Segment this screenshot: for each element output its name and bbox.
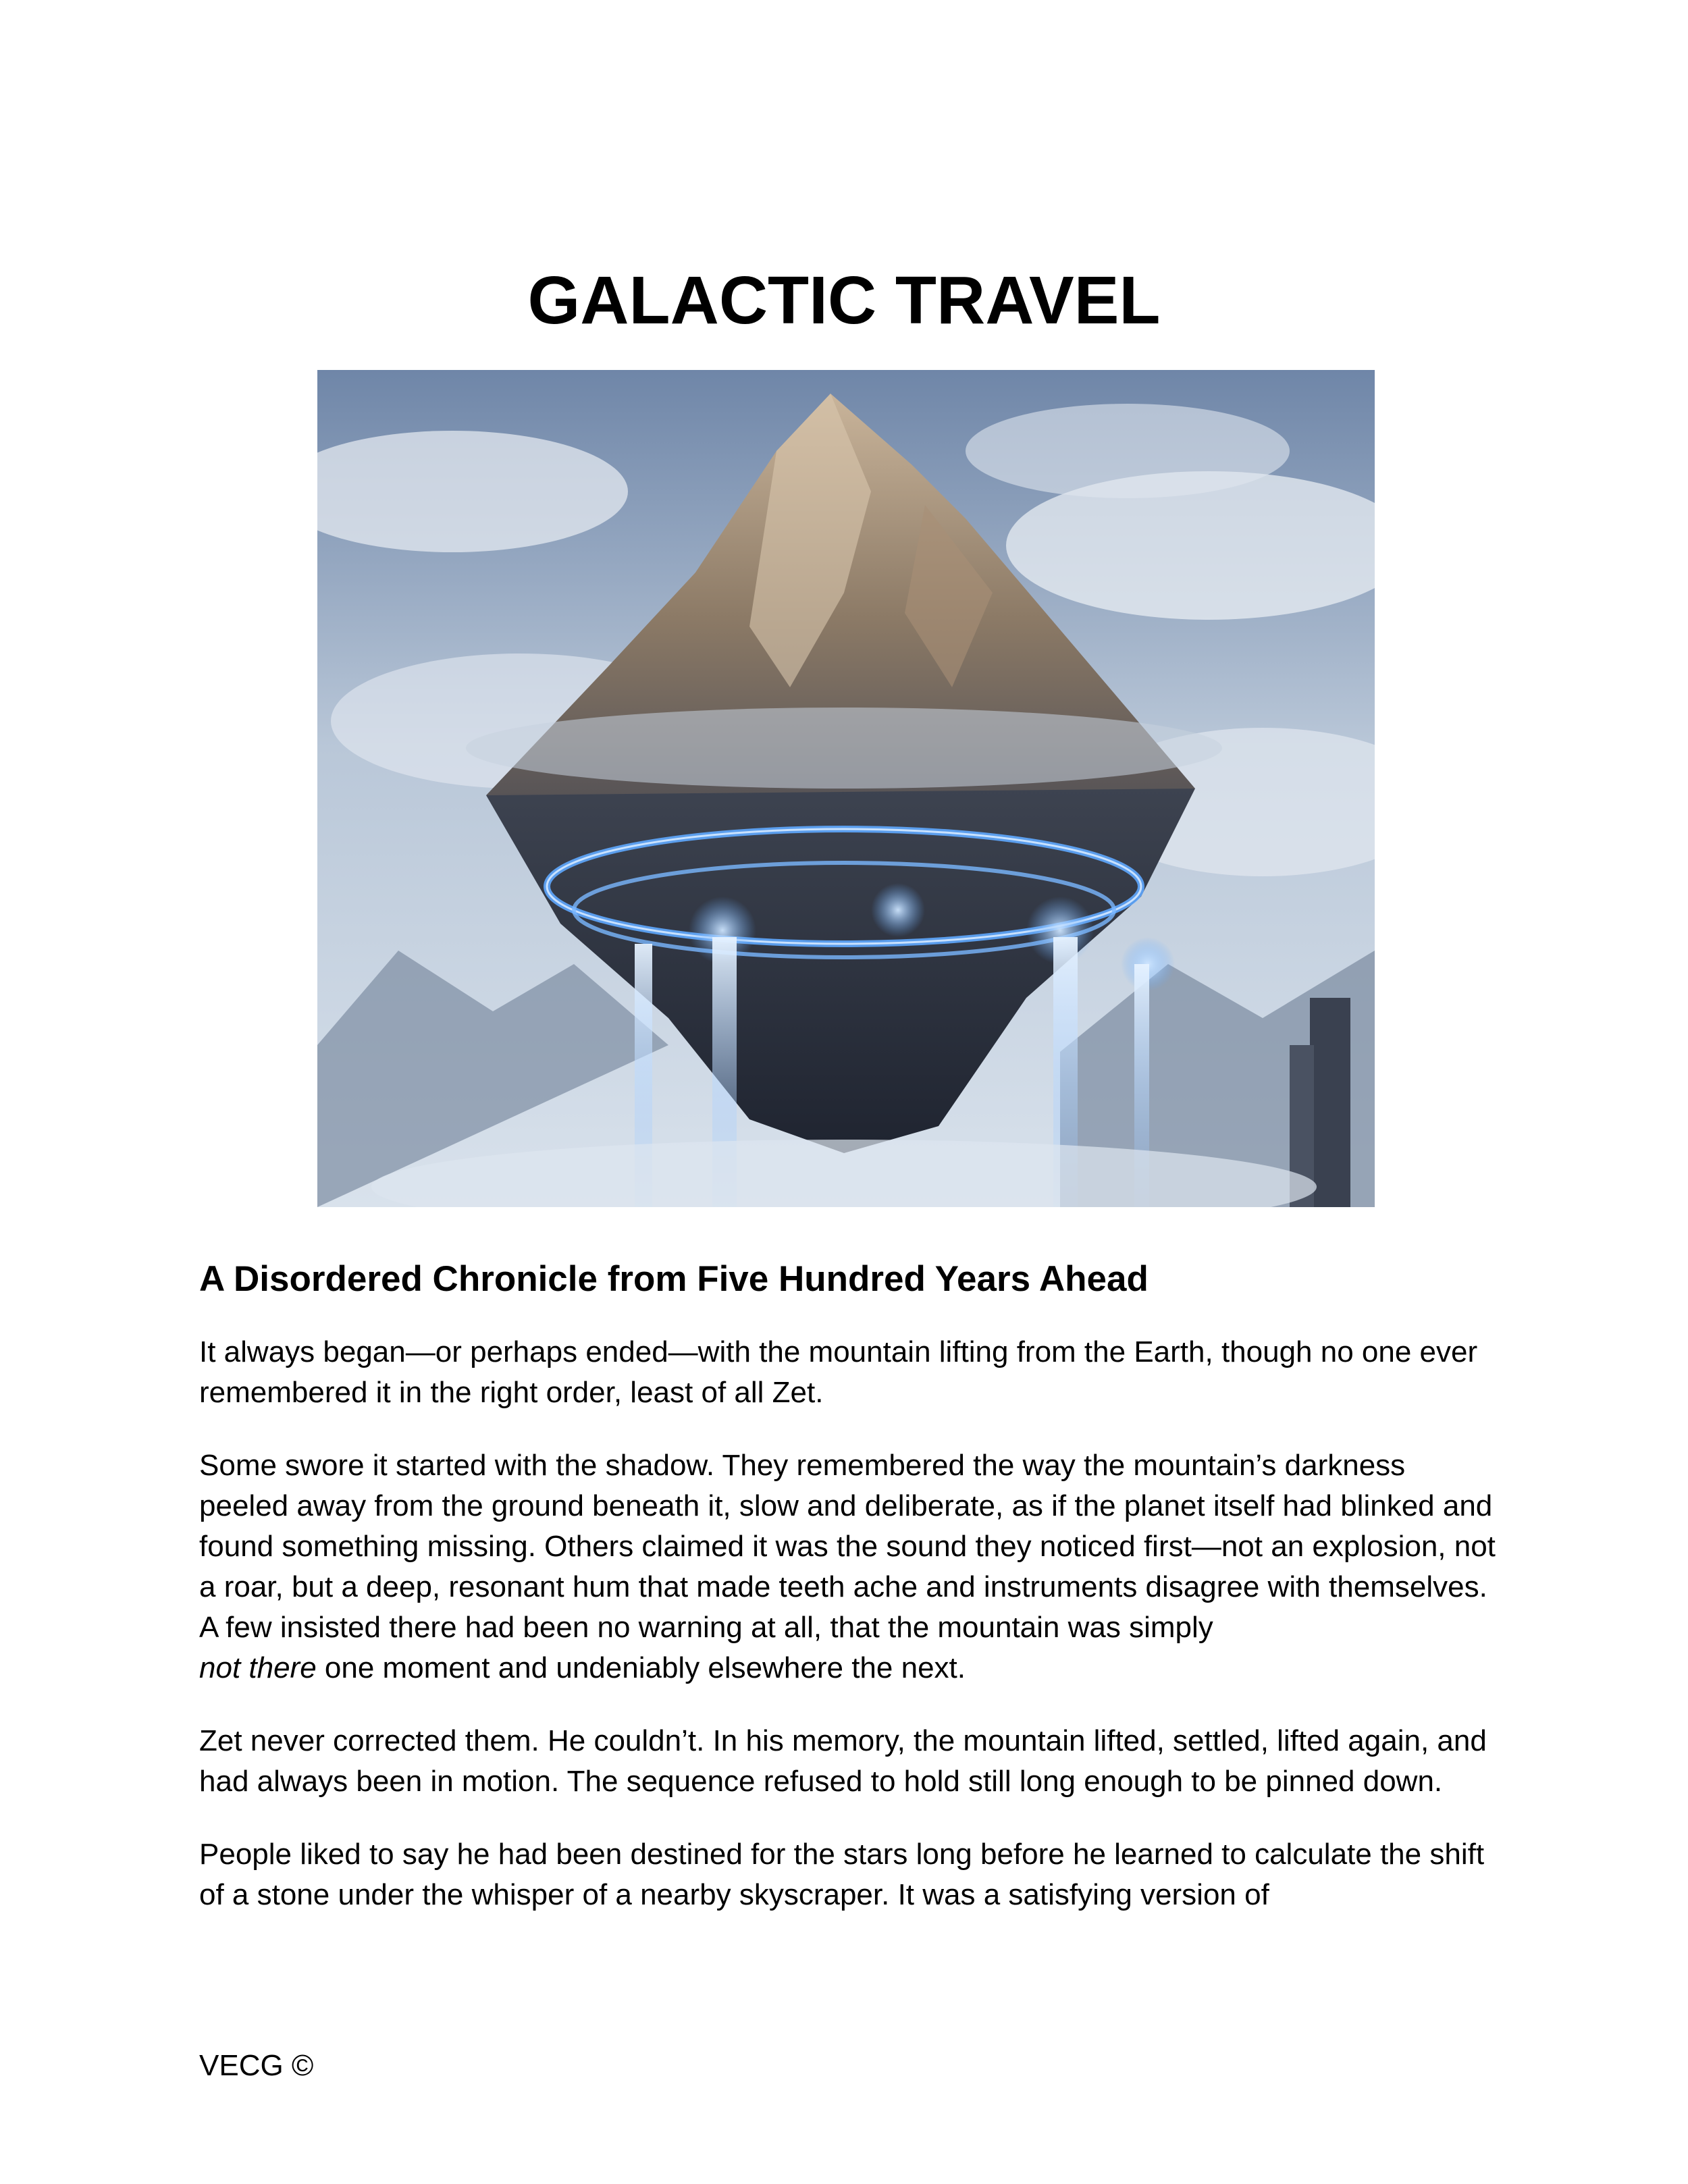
floating-mountain-image [317,370,1375,1207]
paragraph-2 [199,1445,1496,1688]
story-body [199,1332,1496,1948]
hero-illustration [317,370,1375,1207]
document-subtitle: A Disordered Chronicle from Five Hundred Years Ahead [199,1259,1149,1299]
paragraph-2-emphasis: not there [199,1651,317,1684]
paragraph-4: People liked to say he had been destined for the stars long before he learned to calculate the shift of a stone under the whisper of a nearby skyscraper. It was a satisfying version of [199,1838,1485,1911]
paragraph-2-main: Some swore it started with the shadow. They remembered the way the mountain’s darkness peeled away from the ground beneath it, slow and deliberate, as if the planet itself had blinked and found something missing. Others claimed it was the sound they noticed first—not an explosion, not a roar, but a deep, resonant hum that made teeth ache and instruments disagree with themselves. A few insisted there had been no warning at all, that the mountain was simply [199,1449,1496,1644]
paragraph-1: It always began—or perhaps ended—with the mountain lifting from the Earth, though no one ever remembered it in the right order, least of all Zet. [199,1335,1478,1409]
paragraph-3: Zet never corrected them. He couldn’t. In his memory, the mountain lifted, settled, lifted again, and had always been in motion. The sequence refused to hold still long enough to be pinned down. [199,1724,1487,1798]
paragraph-2-tail: one moment and undeniably elsewhere the next. [316,1651,966,1684]
page-title: GALACTIC TRAVEL [527,263,1161,338]
copyright-footer: VECG © [199,2049,314,2082]
